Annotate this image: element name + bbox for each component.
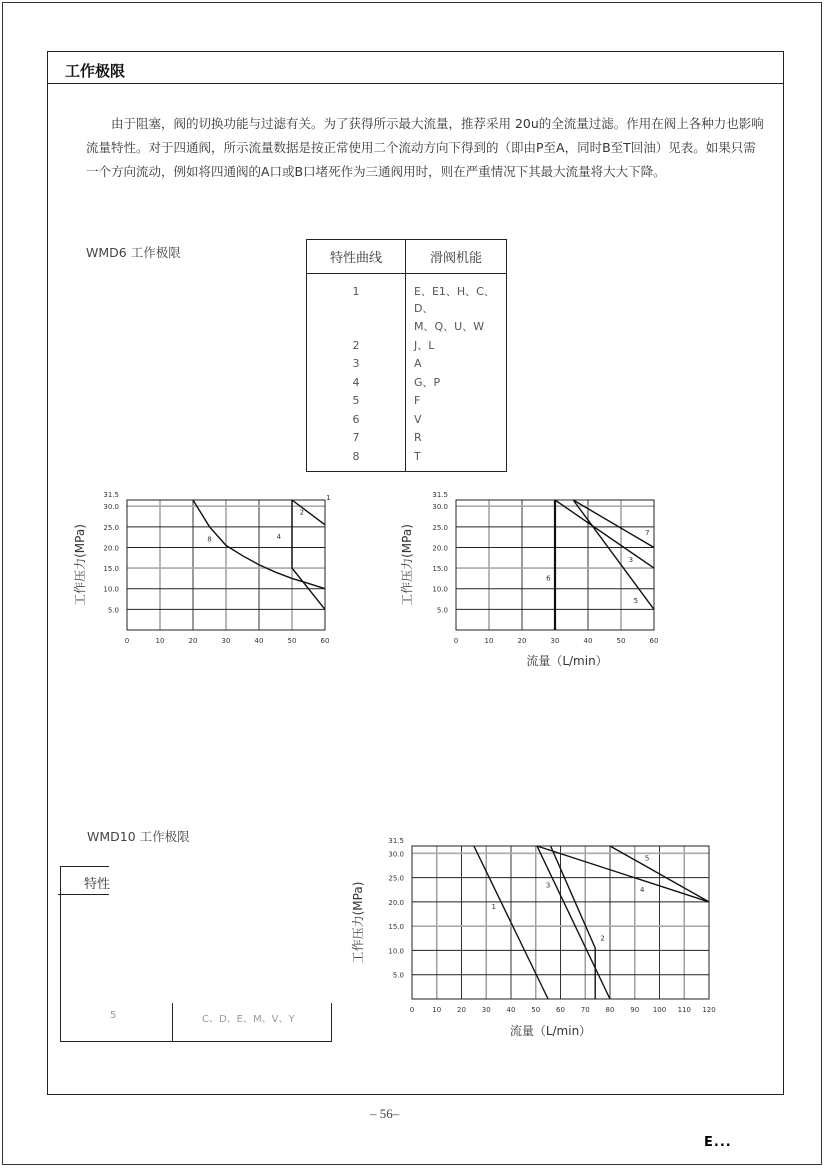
x-tick-label: 60 <box>556 1006 565 1014</box>
curve-label-1: 1 <box>491 903 496 912</box>
x-tick-label: 110 <box>677 1006 691 1014</box>
table-header-divider <box>58 894 109 895</box>
x-tick-label: 30 <box>550 637 560 645</box>
row-curve: 5 <box>110 1010 117 1021</box>
x-tick-label: 70 <box>580 1006 590 1014</box>
y-tick-label: 25.0 <box>103 523 119 532</box>
curve-label-4: 4 <box>639 886 645 895</box>
curve-label-2: 2 <box>600 934 605 943</box>
series-line-2 <box>292 500 325 525</box>
table-header-row <box>307 240 507 274</box>
y-tick-label: 20.0 <box>388 898 404 907</box>
x-tick-label: 10 <box>432 1006 442 1014</box>
x-tick-label: 10 <box>484 637 494 645</box>
x-tick-label: 0 <box>124 637 130 645</box>
y-axis-label: 工作压力(MPa) <box>351 881 365 964</box>
table-row <box>307 318 507 337</box>
series-line-3 <box>537 846 610 999</box>
y-tick-label: 30.0 <box>432 503 448 512</box>
y-tick-label: 10.0 <box>432 585 448 594</box>
table-row <box>307 274 507 319</box>
y-tick-label: 31.5 <box>103 491 119 499</box>
header-curve-partial: 特性 <box>84 877 111 892</box>
cell-curve: 6 <box>307 411 406 430</box>
y-tick-label: 15.0 <box>432 565 448 574</box>
page-number: – 56– <box>370 1106 400 1121</box>
x-tick-label: 40 <box>583 637 593 645</box>
cell-function: A <box>406 355 507 374</box>
x-tick-label: 0 <box>409 1006 415 1014</box>
table-row <box>307 411 507 430</box>
y-tick-label: 5.0 <box>436 606 448 615</box>
header-function: 滑阀机能 <box>406 240 507 274</box>
cell-function: T <box>406 448 507 472</box>
row-function: C、D、E、M、V、Y <box>202 1014 295 1025</box>
x-tick-label: 30 <box>481 1006 491 1014</box>
y-tick-label: 25.0 <box>388 874 404 883</box>
x-tick-label: 0 <box>453 637 459 645</box>
logo: E... <box>704 1135 732 1150</box>
x-tick-label: 20 <box>188 637 198 645</box>
x-tick-label: 20 <box>517 637 527 645</box>
intro-text <box>86 112 766 184</box>
cell-curve <box>307 318 406 337</box>
table-right-border <box>331 1003 332 1042</box>
x-tick-label: 40 <box>254 637 264 645</box>
section-title: 工作极限 <box>65 62 126 80</box>
curve-label-4: 4 <box>276 533 282 542</box>
table-row <box>307 355 507 374</box>
cell-function: E、E1、H、C、D、 <box>406 274 507 319</box>
x-tick-label: 50 <box>287 637 297 645</box>
table-row <box>307 337 507 356</box>
y-tick-label: 30.0 <box>388 850 404 859</box>
curve-label-7: 7 <box>645 529 650 538</box>
wmd10-label: WMD10 工作极限 <box>87 829 190 844</box>
wmd10-chart <box>350 830 725 1045</box>
table-row <box>307 392 507 411</box>
y-tick-label: 10.0 <box>388 947 404 956</box>
x-tick-label: 20 <box>457 1006 466 1014</box>
x-tick-label: 120 <box>702 1006 716 1014</box>
curve-label-8: 8 <box>207 535 212 544</box>
table-top-border <box>60 866 109 867</box>
x-tick-label: 60 <box>649 637 659 645</box>
y-tick-label: 10.0 <box>103 585 119 594</box>
cell-function: G、P <box>406 374 507 393</box>
y-tick-label: 15.0 <box>388 923 404 932</box>
series-line-5 <box>573 500 654 609</box>
x-tick-label: 10 <box>155 637 165 645</box>
x-tick-label: 50 <box>531 1006 541 1014</box>
curve-label-5: 5 <box>633 597 639 606</box>
y-axis-label: 工作压力(MPa) <box>400 524 414 606</box>
y-tick-label: 25.0 <box>432 523 448 532</box>
cell-function: F <box>406 392 507 411</box>
wmd6-chart-left <box>70 485 340 655</box>
cell-function: R <box>406 429 507 448</box>
cell-function: M、Q、U、W <box>406 318 507 337</box>
y-tick-label: 15.0 <box>103 565 119 574</box>
cell-curve: 4 <box>307 374 406 393</box>
x-tick-label: 80 <box>605 1006 615 1014</box>
grid <box>127 500 325 630</box>
y-tick-label: 20.0 <box>103 544 119 553</box>
x-tick-label: 90 <box>630 1006 640 1014</box>
x-tick-label: 40 <box>506 1006 516 1014</box>
x-tick-label: 30 <box>221 637 231 645</box>
x-axis-label: 流量（L/min） <box>509 1024 592 1038</box>
y-tick-label: 20.0 <box>432 544 448 553</box>
curve-label-3: 3 <box>628 555 634 564</box>
wmd6-chart-right <box>395 485 675 680</box>
y-tick-label: 30.0 <box>103 503 119 512</box>
x-tick-label: 60 <box>320 637 330 645</box>
curve-label-2: 2 <box>299 508 305 517</box>
curve-label-3: 3 <box>545 881 551 890</box>
y-tick-label: 5.0 <box>392 971 404 980</box>
y-tick-label: 5.0 <box>107 606 119 615</box>
series-line-4 <box>292 500 325 609</box>
curve-label-6: 6 <box>546 574 551 583</box>
intro-paragraph: 由于阻塞，阀的切换功能与过滤有关。为了获得所示最大流量，推荐采用 20u的全流量过滤。作用在阀上各种力也影响流量特性。对于四通阀，所示流量数据是按正常使用二个流动方向下得到的（即由P至A，同时B至T回油）见表。如果只需一个方向流动，例如将四通阀的A口或B口堵死作为三通阀用时，则在严重情况下其最大流量将大大下降。 <box>86 116 764 179</box>
wmd6-label: WMD6 工作极限 <box>86 245 181 260</box>
cell-curve: 1 <box>307 274 406 319</box>
section-header <box>48 52 783 84</box>
x-tick-label: 50 <box>616 637 626 645</box>
y-axis-label: 工作压力(MPa) <box>73 524 87 606</box>
cell-curve: 8 <box>307 448 406 472</box>
curve-label-1: 1 <box>326 494 331 502</box>
table-left-border <box>60 866 61 1042</box>
table-row <box>307 374 507 393</box>
cell-function: V <box>406 411 507 430</box>
wmd6-spec-table <box>306 239 507 472</box>
table-row <box>307 448 507 472</box>
cell-curve: 7 <box>307 429 406 448</box>
y-tick-label: 31.5 <box>432 491 448 499</box>
table-row <box>307 429 507 448</box>
y-tick-label: 31.5 <box>388 837 404 845</box>
cell-curve: 5 <box>307 392 406 411</box>
x-tick-label: 100 <box>652 1006 667 1014</box>
cell-function: J、L <box>406 337 507 356</box>
table-column-divider <box>172 1003 173 1042</box>
header-curve: 特性曲线 <box>307 240 406 274</box>
wmd10-spec-table-partial <box>60 866 332 1042</box>
x-axis-label: 流量（L/min） <box>526 654 608 668</box>
cell-curve: 2 <box>307 337 406 356</box>
series-line-3 <box>555 500 654 568</box>
cell-curve: 3 <box>307 355 406 374</box>
curve-label-5: 5 <box>644 854 650 863</box>
table-bottom-border <box>60 1041 332 1042</box>
